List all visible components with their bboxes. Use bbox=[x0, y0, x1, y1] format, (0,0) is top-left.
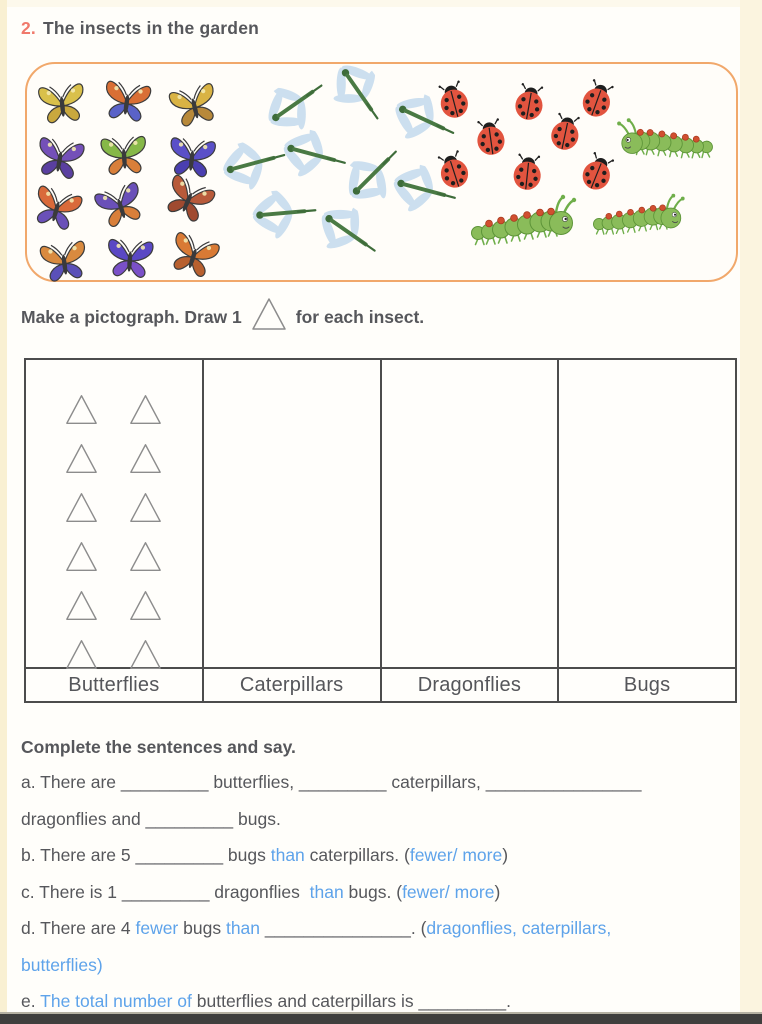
triangle-icon bbox=[65, 588, 98, 623]
page-title bbox=[21, 18, 259, 39]
insect-panel bbox=[25, 62, 738, 282]
page-edge-shadow bbox=[0, 1012, 762, 1024]
sentence-text: d. There are 4 bbox=[21, 918, 136, 938]
sentence-text: caterpillars. ( bbox=[304, 845, 410, 865]
sentence-text: dragonflies and _________ bugs. bbox=[21, 808, 281, 829]
ladybug-icon bbox=[543, 109, 587, 155]
sentence-highlight: The total number of bbox=[40, 991, 192, 1011]
instruction-text-before: Make a pictograph. Draw 1 bbox=[21, 306, 242, 327]
pictograph-column-caterpillars bbox=[202, 360, 380, 701]
sentence-text: b. There are 5 _________ bugs bbox=[21, 845, 271, 865]
sentence-highlight: than bbox=[270, 845, 305, 865]
instruction-text-after: for each insect. bbox=[295, 306, 425, 327]
sentence-a-line2 bbox=[21, 801, 745, 838]
sentence-text: bugs bbox=[178, 918, 226, 938]
triangle-icon bbox=[129, 392, 162, 427]
caterpillar-icon bbox=[468, 193, 580, 251]
column-label-butterflies: Butterflies bbox=[68, 673, 160, 696]
ladybug-icon bbox=[469, 115, 511, 159]
triangle-icon bbox=[129, 637, 162, 672]
sentence-a-line1 bbox=[21, 764, 745, 801]
sentence-highlight: butterflies) bbox=[21, 954, 103, 975]
sentence-text: c. There is 1 _________ dragonflies bbox=[21, 881, 310, 902]
page-edge-left bbox=[0, 0, 7, 1024]
exercise-number: 2. bbox=[21, 18, 36, 38]
sentence-text: a. There are _________ butterflies, _________ caterpillars, ________________ bbox=[21, 772, 642, 792]
sentence-b bbox=[21, 837, 745, 874]
pictograph-cell-dragonflies[interactable] bbox=[382, 360, 558, 669]
sentence-text: bugs. ( bbox=[343, 881, 403, 902]
triangle-icon bbox=[65, 441, 98, 476]
triangle-icon bbox=[129, 588, 162, 623]
butterfly-icon bbox=[101, 227, 159, 288]
pictograph-column-dragonflies bbox=[380, 360, 558, 701]
triangle-icon bbox=[129, 490, 162, 525]
butterfly-icon bbox=[160, 219, 229, 290]
triangle-icon bbox=[65, 539, 98, 574]
triangle-icon bbox=[65, 490, 98, 525]
sentence-highlight: dragonflies, caterpillars, bbox=[426, 918, 612, 938]
sentences-heading: Complete the sentences and say. bbox=[21, 737, 296, 757]
sentence-highlight: fewer/ more bbox=[402, 881, 495, 902]
sentence-c bbox=[21, 874, 745, 911]
sentence-highlight: fewer bbox=[135, 918, 179, 938]
page-edge-top bbox=[0, 0, 762, 7]
triangle-icon bbox=[249, 296, 289, 332]
ladybug-icon bbox=[507, 151, 548, 194]
triangle-icon bbox=[65, 392, 98, 427]
sentence-highlight: fewer/ more bbox=[409, 845, 503, 865]
triangle-icon bbox=[65, 637, 98, 672]
sentence-text: _______________. ( bbox=[260, 918, 427, 938]
pictograph-cell-caterpillars[interactable] bbox=[204, 360, 380, 669]
sentence-d-line2 bbox=[21, 947, 745, 984]
triangle-icon bbox=[129, 539, 162, 574]
sentence-d-line1 bbox=[21, 910, 745, 947]
pictograph-cell-butterflies[interactable] bbox=[26, 360, 202, 669]
sentence-highlight: than bbox=[225, 918, 261, 938]
sentence-list bbox=[21, 764, 745, 1020]
column-label-bugs: Bugs bbox=[623, 673, 671, 696]
sentence-text: ) bbox=[502, 845, 509, 865]
butterfly-icon bbox=[33, 228, 94, 292]
pictograph-column-butterflies bbox=[26, 360, 202, 701]
sentence-text: ) bbox=[494, 881, 501, 902]
caterpillar-icon bbox=[584, 189, 694, 243]
pictograph-cell-bugs[interactable] bbox=[559, 360, 735, 669]
triangle-icon bbox=[129, 441, 162, 476]
butterfly-icon bbox=[96, 68, 157, 132]
caterpillar-icon bbox=[613, 110, 717, 171]
pictograph-instruction bbox=[21, 294, 424, 340]
sentence-text: butterflies and caterpillars is _________. bbox=[191, 991, 511, 1011]
pictograph-table bbox=[24, 358, 737, 703]
sentence-highlight: than bbox=[309, 881, 344, 902]
sentences-section bbox=[21, 733, 745, 1020]
butterfly-icon bbox=[32, 71, 92, 133]
pictograph-column-bugs bbox=[557, 360, 735, 701]
exercise-title: The insects in the garden bbox=[43, 18, 260, 38]
column-label-dragonflies: Dragonflies bbox=[417, 673, 522, 696]
sentence-text: e. bbox=[21, 991, 41, 1011]
ladybug-icon bbox=[507, 80, 550, 125]
column-label-caterpillars: Caterpillars bbox=[239, 673, 344, 696]
